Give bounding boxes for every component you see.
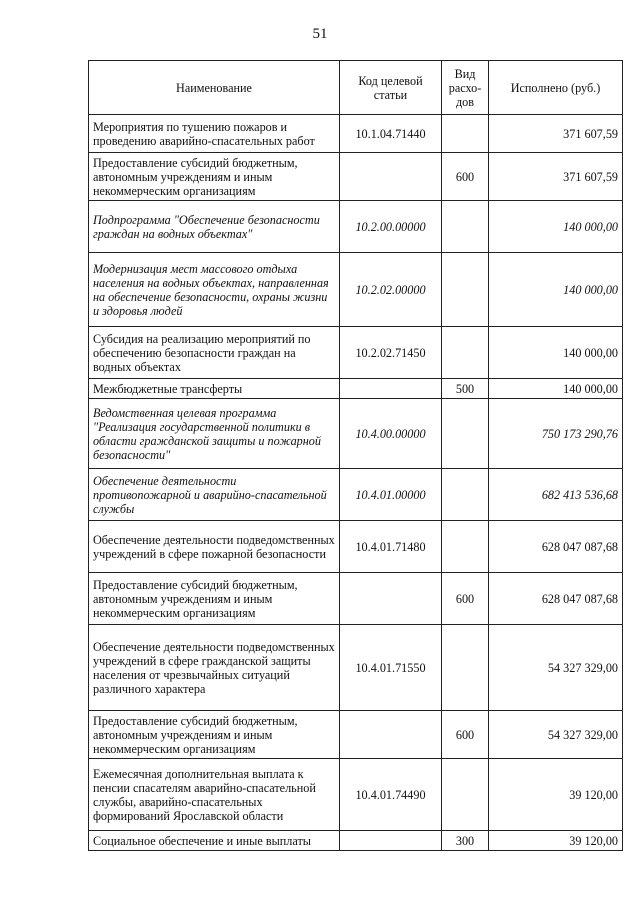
budget-table (88, 60, 623, 851)
cell-code: 10.4.00.00000 (340, 399, 442, 469)
page-number: 51 (312, 26, 328, 42)
table-row (89, 201, 623, 253)
cell-code: 10.4.01.71480 (340, 521, 442, 573)
cell-code (340, 379, 442, 399)
table-row (89, 711, 623, 759)
cell-type: 600 (442, 711, 489, 759)
cell-amount: 54 327 329,00 (489, 711, 623, 759)
cell-amount: 39 120,00 (489, 759, 623, 831)
cell-name: Модернизация мест массового отдыха населения на водных объектах, направленная на обеспечение безопасности, охраны жизни и здоровья людей (89, 253, 340, 327)
cell-type (442, 253, 489, 327)
cell-name: Межбюджетные трансферты (89, 379, 340, 399)
table-row (89, 379, 623, 399)
cell-name: Предоставление субсидий бюджетным, автономным учреждениям и иным некоммерческим организациям (89, 153, 340, 201)
cell-amount: 140 000,00 (489, 201, 623, 253)
cell-amount: 54 327 329,00 (489, 625, 623, 711)
cell-type (442, 201, 489, 253)
header-amount: Исполнено (руб.) (489, 61, 623, 115)
cell-code: 10.1.04.71440 (340, 115, 442, 153)
cell-code: 10.4.01.00000 (340, 469, 442, 521)
table-row (89, 831, 623, 851)
table-row (89, 469, 623, 521)
cell-name: Ведомственная целевая программа "Реализация государственной политики в области гражданской защиты и пожарной безопасности" (89, 399, 340, 469)
cell-type: 300 (442, 831, 489, 851)
cell-name: Социальное обеспечение и иные выплаты (89, 831, 340, 851)
header-type: Вид расхо-дов (442, 61, 489, 115)
cell-amount: 682 413 536,68 (489, 469, 623, 521)
cell-code: 10.4.01.74490 (340, 759, 442, 831)
table-row (89, 115, 623, 153)
cell-code (340, 573, 442, 625)
cell-type (442, 327, 489, 379)
cell-code (340, 711, 442, 759)
table-row (89, 399, 623, 469)
cell-name: Предоставление субсидий бюджетным, автономным учреждениям и иным некоммерческим организациям (89, 573, 340, 625)
cell-code (340, 153, 442, 201)
table-row (89, 573, 623, 625)
cell-type: 500 (442, 379, 489, 399)
cell-amount: 750 173 290,76 (489, 399, 623, 469)
table-row (89, 253, 623, 327)
table-body (89, 115, 623, 851)
cell-type (442, 399, 489, 469)
cell-name: Предоставление субсидий бюджетным, автономным учреждениям и иным некоммерческим организациям (89, 711, 340, 759)
table-row (89, 521, 623, 573)
cell-name: Ежемесячная дополнительная выплата к пенсии спасателям аварийно-спасательной службы, аварийно-спасательных формирований Ярославской области (89, 759, 340, 831)
cell-amount: 628 047 087,68 (489, 521, 623, 573)
cell-name: Субсидия на реализацию мероприятий по обеспечению безопасности граждан на водных объектах (89, 327, 340, 379)
cell-code: 10.4.01.71550 (340, 625, 442, 711)
table-row (89, 327, 623, 379)
cell-amount: 628 047 087,68 (489, 573, 623, 625)
table-header-row (89, 61, 623, 115)
cell-code (340, 831, 442, 851)
cell-name: Обеспечение деятельности подведомственных учреждений в сфере гражданской защиты населения от чрезвычайных ситуаций различного характера (89, 625, 340, 711)
cell-type: 600 (442, 153, 489, 201)
header-code: Код целевой статьи (340, 61, 442, 115)
cell-type (442, 759, 489, 831)
cell-name: Обеспечение деятельности противопожарной и аварийно-спасательной службы (89, 469, 340, 521)
cell-code: 10.2.00.00000 (340, 201, 442, 253)
header-name: Наименование (89, 61, 340, 115)
table-row (89, 153, 623, 201)
cell-name: Мероприятия по тушению пожаров и проведению аварийно-спасательных работ (89, 115, 340, 153)
cell-name: Обеспечение деятельности подведомственных учреждений в сфере пожарной безопасности (89, 521, 340, 573)
cell-amount: 371 607,59 (489, 115, 623, 153)
cell-name: Подпрограмма "Обеспечение безопасности граждан на водных объектах" (89, 201, 340, 253)
cell-amount: 140 000,00 (489, 253, 623, 327)
cell-type (442, 521, 489, 573)
cell-amount: 140 000,00 (489, 327, 623, 379)
table-row (89, 625, 623, 711)
cell-type: 600 (442, 573, 489, 625)
cell-type (442, 625, 489, 711)
cell-amount: 371 607,59 (489, 153, 623, 201)
cell-type (442, 469, 489, 521)
cell-code: 10.2.02.71450 (340, 327, 442, 379)
cell-type (442, 115, 489, 153)
cell-amount: 140 000,00 (489, 379, 623, 399)
cell-code: 10.2.02.00000 (340, 253, 442, 327)
cell-amount: 39 120,00 (489, 831, 623, 851)
table-row (89, 759, 623, 831)
